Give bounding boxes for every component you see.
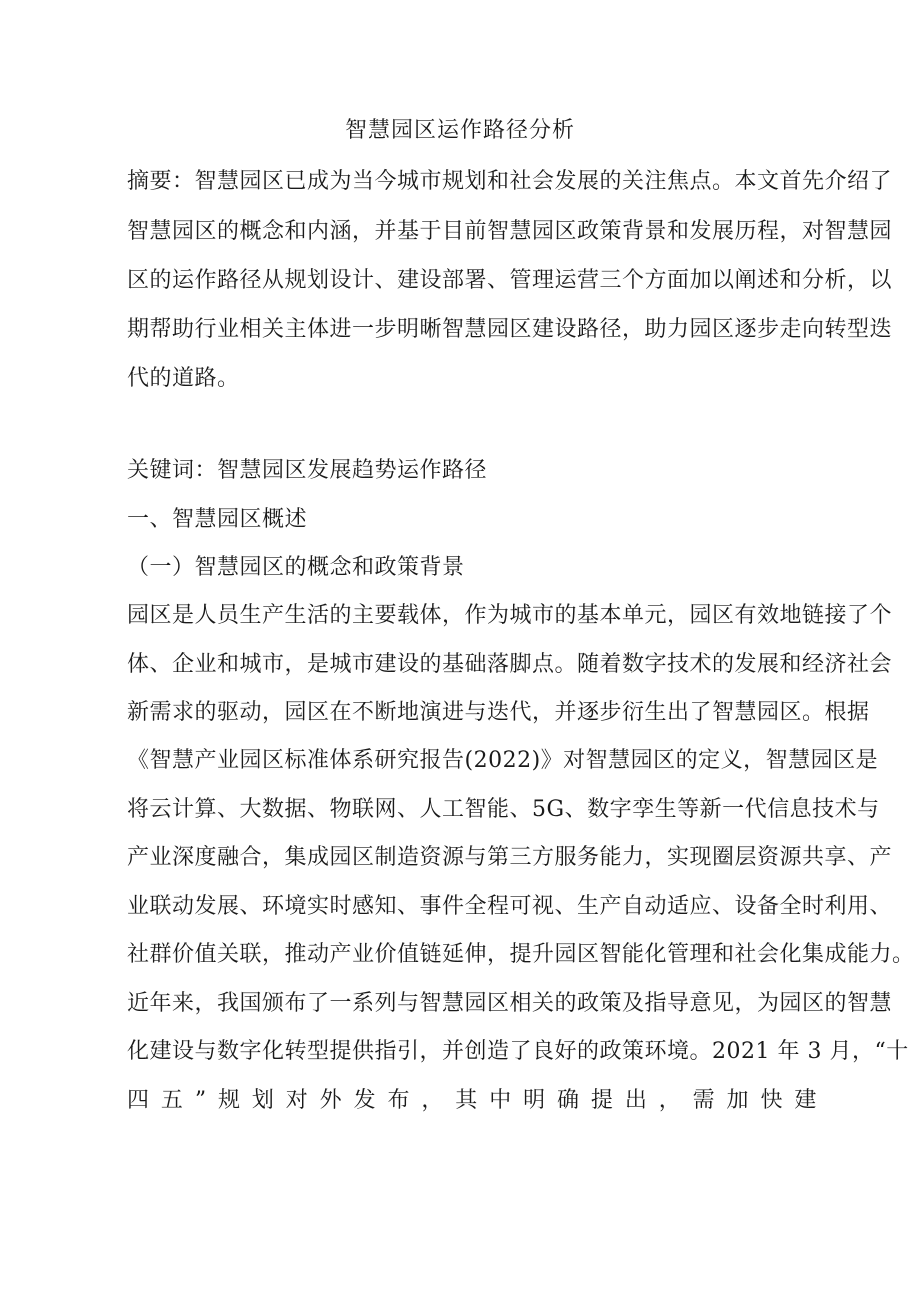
abstract-line-5: 代的道路。 [127,366,240,391]
distributed-char: 出 [624,1088,648,1113]
distributed-char: 快 [760,1088,783,1113]
distributed-char: 外 [319,1088,343,1113]
body-line-1: 园区是人员生产生活的主要载体，作为城市的基本单元，园区有效地链接了个 [127,603,893,628]
distributed-char: 中 [489,1088,512,1113]
distributed-char: 明 [523,1088,546,1113]
body-line-10: 化建设与数字化转型提供指引，并创造了良好的政策环境。2021 年 3 月，“十 [127,1039,909,1064]
abstract-line-4: 期帮助行业相关主体进一步明晰智慧园区建设路径，助力园区逐步走向转型迭 [127,317,893,342]
body-line-5: 将云计算、大数据、物联网、人工智能、5G、数字孪生等新一代信息技术与 [127,797,880,822]
distributed-char: 发 [353,1088,377,1113]
abstract-line-2: 智慧园区的概念和内涵，并基于目前智慧园区政策背景和发展历程，对智慧园 [127,219,893,244]
distributed-char: 提 [590,1088,614,1113]
body-line-3: 新需求的驱动，园区在不断地演进与迭代，并逐步衍生出了智慧园区。根据 [127,700,870,725]
distributed-char: 五 [160,1088,184,1113]
body-line-4: 《智慧产业园区标准体系研究报告(2022)》对智慧园区的定义，智慧园区是 [127,748,879,773]
body-line-2: 体、企业和城市，是城市建设的基础落脚点。随着数字技术的发展和经济社会 [127,652,893,677]
body-line-9: 近年来，我国颁布了一系列与智慧园区相关的政策及指导意见，为园区的智慧 [127,991,893,1016]
abstract-line-3: 区的运作路径从规划设计、建设部署、管理运营三个方面加以阐述和分析，以 [127,268,893,293]
distributed-char: 确 [557,1088,580,1113]
abstract-line-1: 摘要：智慧园区已成为当今城市规划和社会发展的关注焦点。本文首先介绍了 [127,169,893,194]
distributed-char: 加 [726,1088,750,1113]
body-line-7: 业联动发展、环境实时感知、事件全程可视、生产自动适应、设备全时利用、 [127,894,893,919]
distributed-char: ” [194,1088,207,1113]
distributed-char: ， [421,1088,444,1113]
body-line-6: 产业深度融合，集成园区制造资源与第三方服务能力，实现圈层资源共享、产 [127,845,893,870]
distributed-char: 四 [127,1088,150,1113]
body-line-11 [127,1086,817,1116]
distributed-char: 对 [285,1088,309,1113]
body-line-8: 社群价值关联，推动产业价值链延伸，提升园区智能化管理和社会化集成能力。 [127,942,915,967]
distributed-char: 需 [692,1088,716,1113]
distributed-char: 规 [217,1088,241,1113]
document-title: 智慧园区运作路径分析 [344,118,575,143]
section-heading: 一、智慧园区概述 [127,507,308,532]
distributed-char: 划 [251,1088,275,1113]
keywords-line: 关键词：智慧园区发展趋势运作路径 [127,458,488,483]
distributed-char: ， [658,1088,682,1113]
distributed-char: 布 [387,1088,410,1113]
distributed-char: 其 [455,1088,478,1113]
distributed-char: 建 [794,1088,817,1113]
subsection-heading: （一）智慧园区的概念和政策背景 [127,555,465,580]
